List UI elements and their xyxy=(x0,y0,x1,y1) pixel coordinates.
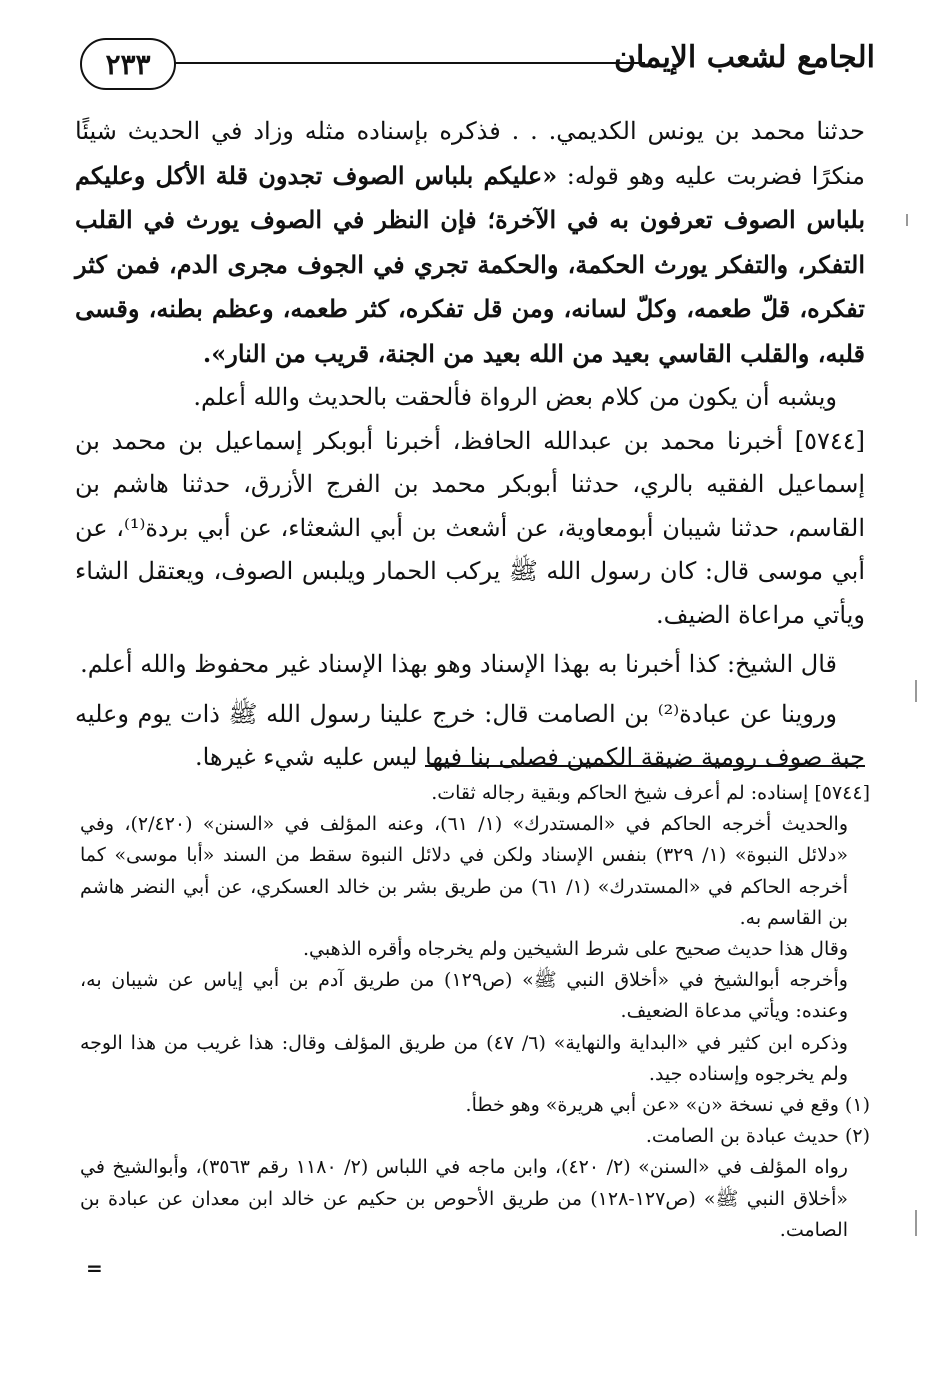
footnote-abu-shaykh: وأخرجه أبوالشيخ في «أخلاق النبي ﷺ» (ص١٢٩) من طريق آدم بن أبي إياس عن شيبان به، وعنده: ويأتي مدعاة الضعيف. xyxy=(80,969,848,1023)
footnote-takhrij: والحديث أخرجه الحاكم في «المستدرك» (١/ ٦١)، وعنه المؤلف في «السنن» (٢/٤٢٠)، وفي «دلائل النبوة» (١/ ٣٢٩) بنفس الإسناد ولكن في دلائل النبوة سقط من السند «أبا موسى» كما أخرجه الحاكم في «المستدرك» (١/ ٦١) من طريق بشر بن خالد العسكري، عن أبي النضر هاشم بن القاسم به. xyxy=(80,813,848,929)
footnote-separator xyxy=(425,765,865,767)
paragraph-ubada: وروينا عن عبادة⁽²⁾ بن الصامت قال: خرج علينا رسول الله ﷺ ذات يوم وعليه جبة صوف رومية ضيقة الكمين فصلى بنا فيها ليس عليه شيء غيرها. xyxy=(75,699,865,771)
margin-mark xyxy=(915,1210,917,1236)
header-rule xyxy=(175,62,645,64)
continuation-mark: = xyxy=(86,1256,103,1280)
footnote-1: (١) وقع في نسخة «ن» «عن أبي هريرة» وهو خطأ. xyxy=(465,1094,870,1117)
hadith-5744: [٥٧٤٤] أخبرنا محمد بن عبدالله الحافظ، أخبرنا أبوبكر إسماعيل بن محمد بن إسماعيل الفقيه بالري، حدثنا أبوبكر محمد بن الفرج الأزرق، حدثنا هاشم بن القاسم، حدثنا شيبان أبومعاوية، عن أشعث بن أبي الشعثاء، عن أبي بردة⁽¹⁾، عن أبي موسى قال: كان رسول الله ﷺ يركب الحمار ويلبس الصوف، ويعتقل الشاء ويأتي مراعاة الضيف. xyxy=(75,426,866,629)
paragraph-sheikh-comment: قال الشيخ: كذا أخبرنا به بهذا الإسناد وهو بهذا الإسناد غير محفوظ والله أعلم. xyxy=(80,650,837,678)
footnote-ibn-kathir: وذكره ابن كثير في «البداية والنهاية» (٦/ ٤٧) من طريق المؤلف وقال: هذا غريب من هذا الوجه ولم يخرجوه وإسناده جيد. xyxy=(80,1031,848,1085)
footnote-2: (٢) حديث عبادة بن الصامت. xyxy=(645,1125,870,1148)
paragraph-1 xyxy=(75,110,865,376)
page-number: ٢٣٣ xyxy=(80,38,176,90)
margin-mark xyxy=(915,680,917,702)
page-header xyxy=(80,38,875,96)
footnote-isnad: [٥٧٤٤] إسناده: لم أعرف شيخ الحاكم وبقية رجاله ثقات. xyxy=(431,782,870,804)
margin-mark xyxy=(906,214,908,226)
footnote-2-takhrij: رواه المؤلف في «السنن» (٢/ ٤٢٠)، وابن ماجه في اللباس (٢/ ١١٨٠ رقم ٣٥٦٣)، وأبوالشيخ في «أخلاق النبي ﷺ» (ص١٢٧-١٢٨) من طريق الأحوص بن حكيم عن خالد ابن معدان عن عبادة بن الصامت. xyxy=(80,1156,848,1241)
book-title: الجامع لشعب الإيمان xyxy=(613,40,875,75)
footnote-hakim-verdict: وقال هذا حديث صحيح على شرط الشيخين ولم يخرجاه وأقره الذهبي. xyxy=(302,938,848,961)
footnotes xyxy=(80,778,870,1246)
hadith-text: «عليكم بلباس الصوف تجدون قلة الأكل وعليكم بلباس الصوف تعرفون به في الآخرة؛ فإن النظر في الصوف يورث في القلب التفكر، والتفكر يورث الحكمة، والحكمة تجري في الجوف مجرى الدم، فمن كثر تفكره، قلّ طعمه، وكلّ لسانه، ومن قل تفكره، كثر طعمه، وعظم بطنه، وقسى قلبه، والقلب القاسي بعيد من الله بعيد من الجنة، قريب من النار». xyxy=(75,160,865,368)
paragraph-1-intro: حدثنا محمد بن يونس الكديمي. . . فذكره بإسناده مثله وزاد في الحديث شيئًا منكرًا فضربت عليه وهو قوله: xyxy=(75,117,865,190)
paragraph-2: ويشبه أن يكون من كلام بعض الرواة فألحقت بالحديث والله أعلم. xyxy=(193,383,837,411)
main-text xyxy=(75,110,865,780)
